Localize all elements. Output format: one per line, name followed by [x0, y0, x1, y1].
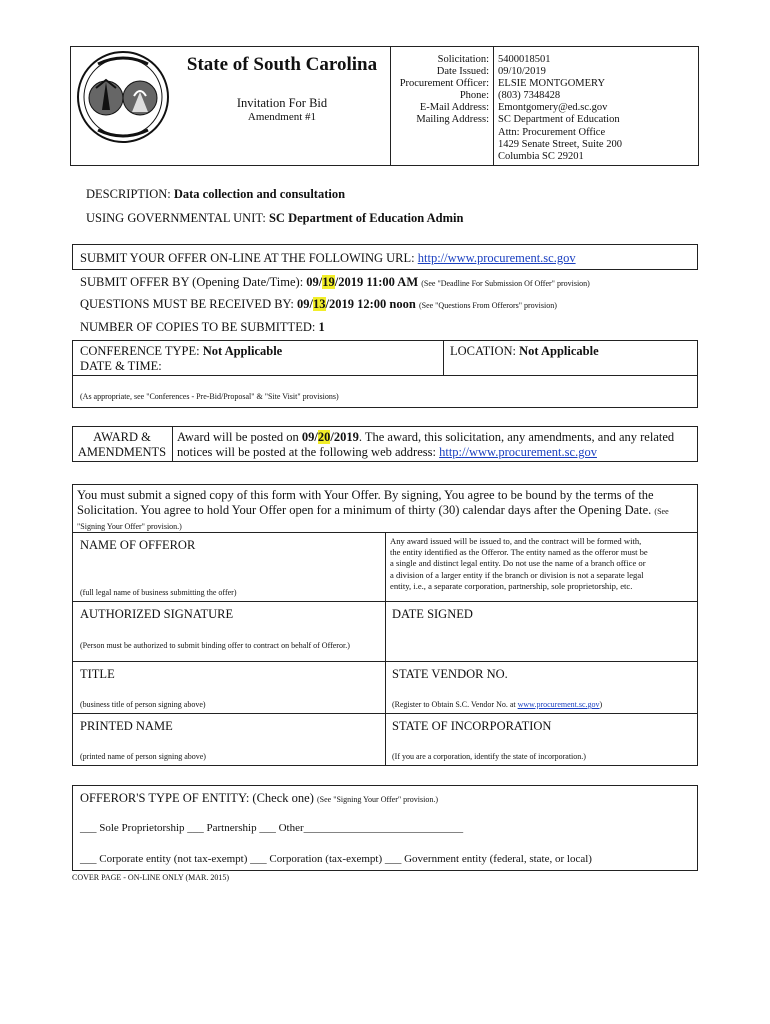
conference-divider-v	[443, 340, 444, 376]
signing-divider-2	[72, 661, 698, 662]
conference-type: CONFERENCE TYPE: Not Applicable	[80, 344, 283, 358]
label-procurement-officer: Procurement Officer:	[399, 78, 489, 90]
offeror-name-label: NAME OF OFFEROR	[80, 538, 196, 552]
label-email: E-Mail Address:	[419, 102, 489, 114]
header-divider-2	[493, 46, 494, 166]
footer-text: COVER PAGE - ON-LINE ONLY (MAR. 2015)	[72, 873, 230, 882]
vendor-registration-link[interactable]: www.procurement.sc.gov	[517, 700, 600, 709]
title-note: (business title of person signing above)	[80, 700, 206, 709]
copies-label: NUMBER OF COPIES TO BE SUBMITTED:	[80, 320, 316, 334]
vendor-no-label: STATE VENDOR NO.	[392, 667, 508, 681]
title-label: TITLE	[80, 667, 115, 681]
printed-name-label: PRINTED NAME	[80, 719, 173, 733]
conference-date-time: DATE & TIME:	[80, 359, 162, 373]
questions-date: 09/13/2019 12:00 noon	[297, 297, 416, 311]
printed-name-input[interactable]	[74, 734, 382, 750]
amendment: Amendment #1	[247, 111, 317, 123]
state-seal	[76, 50, 170, 144]
value-phone: (803) 7348428	[498, 90, 561, 102]
governmental-unit-line	[86, 211, 463, 226]
label-date-issued: Date Issued:	[436, 66, 489, 78]
questions-note: (See "Questions From Offerors" provision)	[418, 301, 557, 310]
submit-by-date: 09/19/2019 11:00 AM	[306, 275, 419, 289]
incorporation-label: STATE OF INCORPORATION	[392, 719, 552, 733]
entity-label-line	[80, 791, 438, 806]
label-phone: Phone:	[459, 90, 489, 102]
printed-name-note: (printed name of person signing above)	[80, 752, 206, 761]
date-signed-label: DATE SIGNED	[392, 607, 473, 621]
copies-line	[80, 320, 325, 335]
conference-divider-h	[72, 375, 698, 376]
label-mailing-address: Mailing Address:	[416, 114, 489, 126]
conference-note: (As appropriate, see "Conferences - Pre-Bid/Proposal" & "Site Visit" provisions)	[80, 392, 339, 401]
signature-label: AUTHORIZED SIGNATURE	[80, 607, 234, 621]
header-divider-1	[390, 46, 391, 166]
submit-by-label: SUBMIT OFFER BY (Opening Date/Time):	[80, 275, 304, 289]
copies-value: 1	[318, 320, 325, 334]
value-address-1: SC Department of Education	[498, 114, 620, 126]
award-url[interactable]: http://www.procurement.sc.gov	[439, 445, 597, 459]
offeror-info: Any award issued will be issued to, and the contract will be formed with, the entity identified as the Offeror. The entity named as the offeror must be a single and distinct legal entity. Do not use the name of a branch office or a division of a larger entity if the branch or division is not a separate legal entity, i.e., a separate corporation, partnership, sole proprietorship, etc.	[390, 536, 648, 591]
incorporation-input[interactable]	[388, 734, 694, 750]
value-address-3: 1429 Senate Street, Suite 200	[498, 138, 622, 150]
award-text: Award will be posted on 09/20/2019. The award, this solicitation, any amendments, and any related notices will be posted at the following web address: http://www.procurement.sc.gov	[177, 430, 675, 459]
description-line	[86, 187, 345, 202]
award-label: AWARD & AMENDMENTS	[77, 430, 167, 459]
signing-divider-3	[72, 713, 698, 714]
entity-options-1[interactable]: ___ Sole Proprietorship ___ Partnership ___ Other_____________________________	[80, 822, 464, 834]
conference-location: LOCATION: Not Applicable	[450, 344, 599, 358]
value-date-issued: 09/10/2019	[498, 66, 546, 78]
signing-divider-1	[72, 601, 698, 602]
questions-label: QUESTIONS MUST BE RECEIVED BY:	[80, 297, 294, 311]
governmental-unit-value: SC Department of Education Admin	[268, 211, 464, 225]
submit-online-line	[80, 251, 576, 266]
entity-note: (See "Signing Your Offer" provision.)	[316, 795, 439, 804]
signing-divider-v	[385, 532, 386, 766]
description-label: DESCRIPTION:	[86, 187, 171, 201]
entity-options-2[interactable]: ___ Corporate entity (not tax-exempt) ___ Corporation (tax-exempt) ___ Government entity (federal, state, or local)	[80, 853, 592, 865]
offeror-name-note: (full legal name of business submitting the offer)	[80, 588, 237, 597]
submit-by-note: (See "Deadline For Submission Of Offer" provision)	[421, 279, 590, 288]
submit-by-line	[80, 275, 590, 290]
value-email[interactable]: Emontgomery@ed.sc.gov	[498, 102, 608, 114]
vendor-no-input[interactable]	[388, 682, 694, 698]
entity-label: OFFEROR'S TYPE OF ENTITY: (Check one)	[80, 791, 314, 805]
governmental-unit-label: USING GOVERNMENTAL UNIT:	[86, 211, 266, 225]
value-procurement-officer: ELSIE MONTGOMERY	[498, 78, 606, 90]
header-labels	[392, 54, 489, 127]
value-address-2: Attn: Procurement Office	[498, 126, 606, 138]
offeror-name-input[interactable]	[74, 552, 382, 586]
submit-online-label: SUBMIT YOUR OFFER ON-LINE AT THE FOLLOWING URL:	[80, 251, 415, 265]
incorporation-note: (If you are a corporation, identify the state of incorporation.)	[392, 752, 586, 761]
date-signed-input[interactable]	[388, 622, 694, 658]
conference-location-value: Not Applicable	[519, 344, 599, 358]
signature-note: (Person must be authorized to submit binding offer to contract on behalf of Offeror.)	[80, 641, 350, 650]
doc-type: Invitation For Bid	[236, 96, 328, 110]
signing-statement: You must submit a signed copy of this form with Your Offer. By signing, You agree to be bound by the terms of the Solicitation. You agree to hold Your Offer open for a minimum of thirty (30) calendar days after the Opening Date. (See "Signing Your Offer" provision.)	[77, 488, 669, 531]
value-solicitation: 5400018501	[498, 54, 551, 65]
award-divider	[172, 426, 173, 462]
label-solicitation: Solicitation:	[437, 54, 489, 65]
title-input[interactable]	[74, 682, 382, 698]
state-title: State of South Carolina	[186, 54, 378, 75]
questions-line	[80, 297, 557, 312]
vendor-no-note: (Register to Obtain S.C. Vendor No. at www.procurement.sc.gov)	[392, 700, 603, 709]
conference-type-value: Not Applicable	[202, 344, 283, 358]
header-values	[498, 54, 696, 163]
description-value: Data collection and consultation	[173, 187, 346, 201]
value-address-4: Columbia SC 29201	[498, 150, 584, 162]
submit-online-url[interactable]: http://www.procurement.sc.gov	[417, 251, 576, 265]
signature-input[interactable]	[74, 622, 382, 640]
